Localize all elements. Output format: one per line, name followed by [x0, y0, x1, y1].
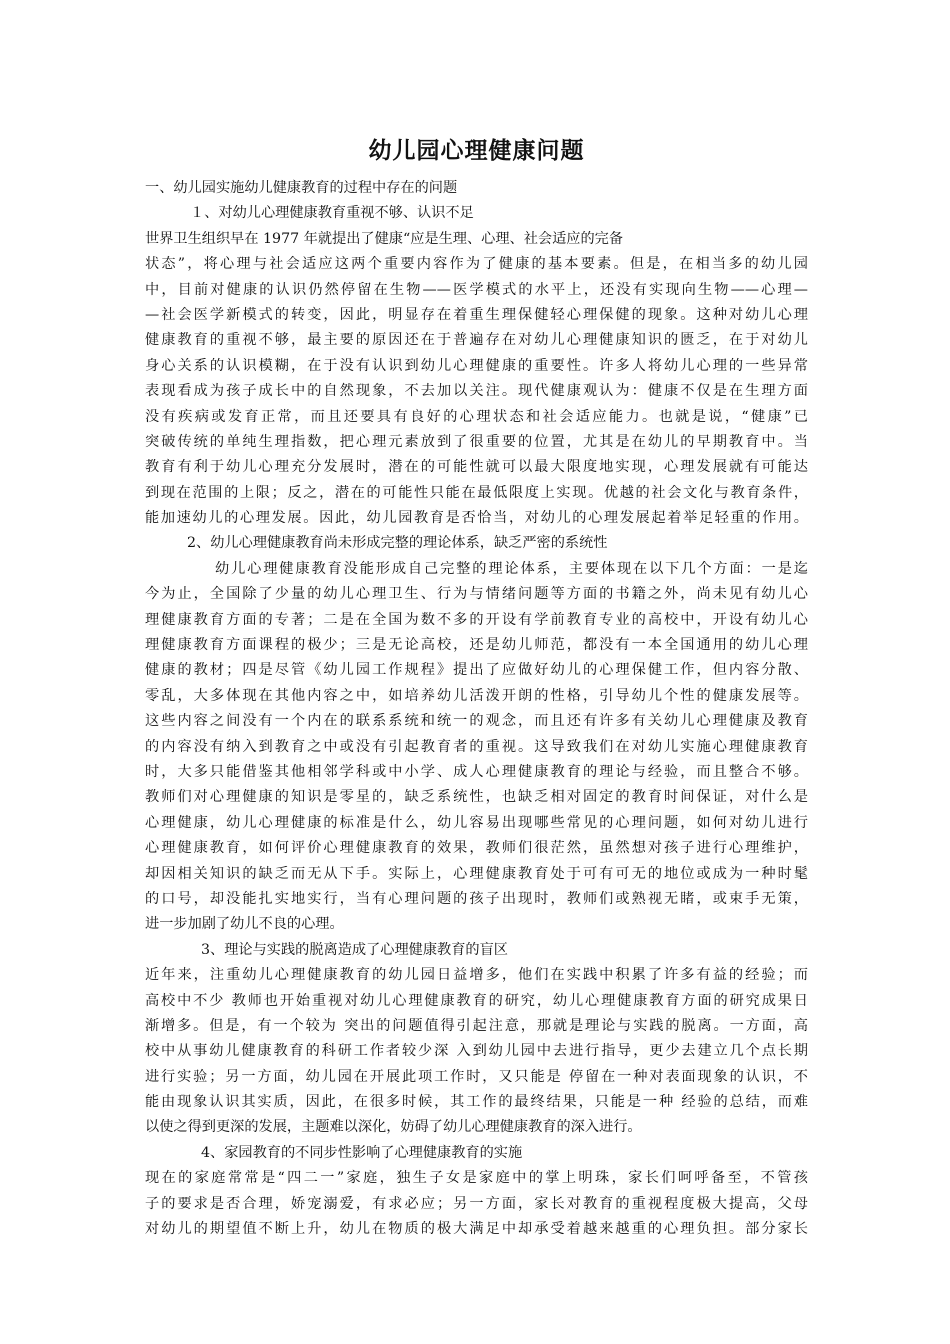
text-line: 教师们对心理健康的知识是零星的，缺乏系统性，也缺乏相对固定的教育时间保证，对什么是: [145, 789, 808, 806]
text-line: 突破传统的单纯生理指数，把心理元素放到了很重要的位置，尤其是在幼儿的早期教育中。当: [145, 433, 808, 450]
text-line: 能加速幼儿的心理发展。因此，幼儿园教育是否恰当，对幼儿的心理发展起着举足轻重的作用。: [145, 510, 808, 527]
text-line: 高校中不少 教师也开始重视对幼儿心理健康教育的研究，幼儿心理健康教育方面的研究成果日: [145, 992, 808, 1009]
text-line: 的口号，却没能扎实地实行，当有心理问题的孩子出现时，教师们或熟视无睹，或束手无策，: [145, 890, 808, 907]
text-line: 3、理论与实践的脱离造成了心理健康教育的盲区: [201, 941, 508, 958]
document-page: [145, 132, 808, 1242]
text-line: 却因相关知识的缺乏而无从下手。实际上，心理健康教育处于可有可无的地位或成为一种时髦: [145, 865, 808, 882]
text-line: 零乱，大多体现在其他内容之中，如培养幼儿活泼开朗的性格，引导幼儿个性的健康发展等。: [145, 687, 808, 704]
text-line: 心理健康，幼儿心理健康的标准是什么，幼儿容易出现哪些常见的心理问题，如何对幼儿进行: [145, 814, 808, 831]
text-line: 身心关系的认识模糊，在于没有认识到幼儿心理健康的重要性。许多人将幼儿心理的一些异常: [145, 357, 808, 374]
text-line: 能由现象认识其实质，因此，在很多时候，其工作的最终结果，只能是一种 经验的总结，而难: [145, 1094, 808, 1111]
text-line: 健康的教材；四是尽管《幼儿园工作规程》提出了应做好幼儿的心理保健工作，但内容分散、: [145, 662, 808, 679]
text-line: 4、家园教育的不同步性影响了心理健康教育的实施: [201, 1144, 523, 1161]
text-line: 到现在范围的上限；反之，潜在的可能性只能在最低限度上实现。优越的社会文化与教育条件，: [145, 484, 808, 501]
text-line: 近年来，注重幼儿心理健康教育的幼儿园日益增多，他们在实践中积累了许多有益的经验；而: [145, 967, 808, 984]
text-line: 今为止，全国除了少量的幼儿心理卫生、行为与情绪问题等方面的书籍之外，尚未见有幼儿心: [145, 586, 808, 603]
text-line: 子的要求是否合理，娇宠溺爱，有求必应；另一方面，家长对教育的重视程度极大提高，父母: [145, 1195, 808, 1212]
text-line: 进行实验；另一方面，幼儿园在开展此项工作时，又只能是 停留在一种对表面现象的认识，不: [145, 1068, 808, 1085]
text-line: 时，大多只能借鉴其他相邻学科或中小学、成人心理健康教育的理论与经验，而且整合不够。: [145, 763, 808, 780]
text-line: 理健康教育方面课程的极少；三是无论高校，还是幼儿师范，都没有一本全国通用的幼儿心理: [145, 637, 808, 654]
text-line: 的内容没有纳入到教育之中或没有引起教育者的重视。这导致我们在对幼儿实施心理健康教育: [145, 738, 808, 755]
text-line: 对幼儿的期望值不断上升，幼儿在物质的极大满足中却承受着越来越重的心理负担。部分家长: [145, 1221, 808, 1238]
text-line: 教育有利于幼儿心理充分发展时，潜在的可能性就可以最大限度地实现，心理发展就有可能达: [145, 459, 808, 476]
text-line: 进一步加剧了幼儿不良的心理。: [145, 916, 344, 933]
text-line: 校中从事幼儿健康教育的科研工作者较少深 入到幼儿园中去进行指导，更少去建立几个点长期: [145, 1043, 808, 1060]
text-line: 渐增多。但是，有一个较为 突出的问题值得引起注意，那就是理论与实践的脱离。一方面，高: [145, 1017, 808, 1034]
text-line: 心理健康教育，如何评价心理健康教育的效果，教师们很茫然，虽然想对孩子进行心理维护，: [145, 840, 808, 857]
text-line: 世界卫生组织早在 1977 年就提出了健康“应是生理、心理、社会适应的完备: [145, 230, 624, 247]
text-line: 理健康教育方面的专著；二是在全国为数不多的开设有学前教育专业的高校中，开设有幼儿心: [145, 611, 808, 628]
text-line: １、对幼儿心理健康教育重视不够、认识不足: [190, 205, 474, 222]
text-line: 健康教育的重视不够，最主要的原因还在于普遍存在对幼儿心理健康知识的匮乏，在于对幼儿: [145, 332, 808, 349]
text-line: —社会医学新模式的转变，因此，明显存在着重生理保健轻心理保健的现象。这种对幼儿心理: [145, 306, 808, 323]
text-line: 2、幼儿心理健康教育尚未形成完整的理论体系，缺乏严密的系统性: [187, 535, 608, 552]
text-line: 现在的家庭常常是“四二一”家庭，独生子女是家庭中的掌上明珠，家长们呵呼备至，不管孩: [145, 1170, 808, 1187]
text-line: 一、幼儿园实施幼儿健康教育的过程中存在的问题: [145, 180, 458, 196]
text-line: 幼儿心理健康教育没能形成自己完整的理论体系，主要体现在以下几个方面：一是迄: [215, 560, 808, 577]
text-line: 表现看成为孩子成长中的自然现象，不去加以关注。现代健康观认为：健康不仅是在生理方面: [145, 383, 808, 400]
document-body: [145, 176, 808, 1242]
text-line: 状态”，将心理与社会适应这两个重要内容作为了健康的基本要素。但是，在相当多的幼儿园: [145, 256, 808, 273]
text-line: 中，目前对健康的认识仍然停留在生物——医学模式的水平上，还没有实现向生物——心理—: [145, 281, 808, 298]
text-line: 没有疾病或发育正常，而且还要具有良好的心理状态和社会适应能力。也就是说，“健康”已: [145, 408, 808, 425]
document-title: 幼儿园心理健康问题: [368, 138, 585, 164]
text-line: 这些内容之间没有一个内在的联系系统和统一的观念，而且还有许多有关幼儿心理健康及教育: [145, 713, 808, 730]
text-line: 以使之得到更深的发展，主题难以深化，妨碍了幼儿心理健康教育的深入进行。: [145, 1119, 642, 1136]
